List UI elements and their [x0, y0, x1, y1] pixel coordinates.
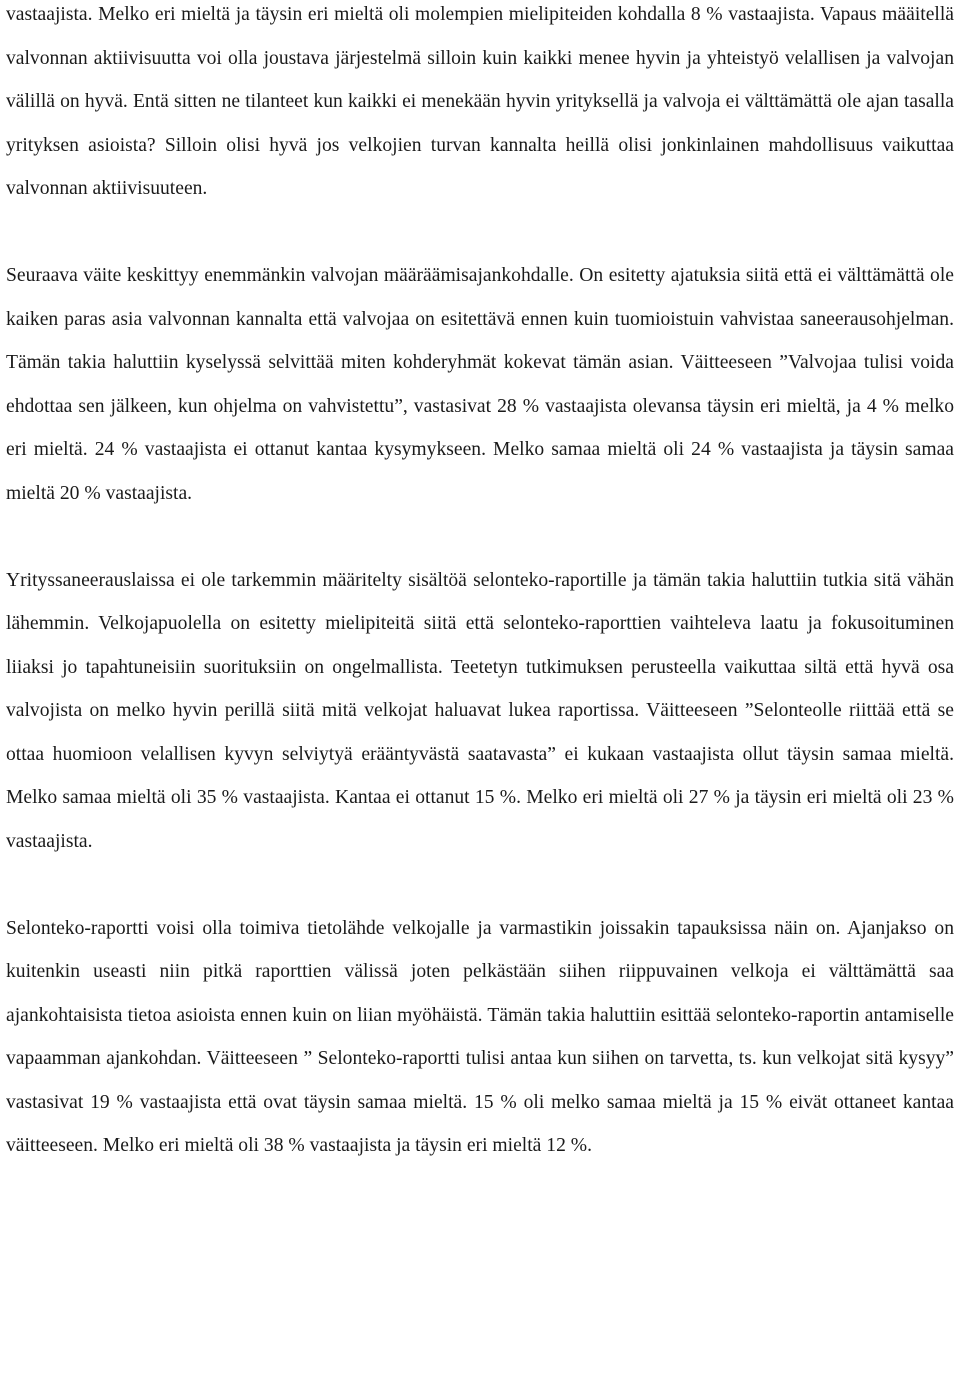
document-page	[6, 0, 954, 1168]
paragraph-gap	[6, 515, 954, 559]
paragraph-gap	[6, 211, 954, 255]
paragraph-4: Selonteko-raportti voisi olla toimiva tietolähde velkojalle ja varmastikin joissakin tapauksissa näin on. Ajanjakso on kuitenkin useasti niin pitkä raporttien välissä joten pelkästään siihen riippuvainen velkoja ei välttämättä saa ajankohtaisista tietoa asioista ennen kuin on liian myöhäistä. Tämän takia haluttiin esittää selonteko-raportin antamiselle vapaamman ajankohdan. Väitteeseen ” Selonteko-raportti tulisi antaa kun siihen on tarvetta, ts. kun velkojat sitä kysyy” vastasivat 19 % vastaajista että ovat täysin samaa mieltä. 15 % oli melko samaa mieltä ja 15 % eivät ottaneet kantaa väitteeseen. Melko eri mieltä oli 38 % vastaajista ja täysin eri mieltä 12 %.	[6, 917, 954, 1156]
paragraph-1: vastaajista. Melko eri mieltä ja täysin eri mieltä oli molempien mielipiteiden kohdalla 8 % vastaajista. Vapaus määitellä valvonnan aktiivisuutta voi olla joustava järjestelmä silloin kuin kaikki menee hyvin ja yhteistyö velallisen ja valvojan välillä on hyvä. Entä sitten ne tilanteet kun kaikki ei menekään hyvin yrityksellä ja valvoja ei välttämättä ole ajan tasalla yrityksen asioista? Silloin olisi hyvä jos velkojien turvan kannalta heillä olisi jonkinlainen mahdollisuus vaikuttaa valvonnan aktiivisuuteen.	[6, 4, 954, 199]
paragraph-3: Yrityssaneerauslaissa ei ole tarkemmin määritelty sisältöä selonteko-raportille ja tämän takia haluttiin tutkia sitä vähän lähemmin. Velkojapuolella on esitetty mielipiteitä siitä että selonteko-raporttien vaihteleva laatu ja fokusoituminen liiaksi jo tapahtuneisiin suorituksiin on ongelmallista. Teetetyn tutkimuksen perusteella vaikuttaa siltä että hyvä osa valvojista on melko hyvin perillä siitä mitä velkojat haluavat lukea raportissa. Väitteeseen ”Selonteolle riittää että se ottaa huomioon velallisen kyvyn selviytyä erääntyvästä saatavasta” ei kukaan vastaajista ollut täysin samaa mieltä. Melko samaa mieltä oli 35 % vastaajista. Kantaa ei ottanut 15 %. Melko eri mieltä oli 27 % ja täysin eri mieltä oli 23 % vastaajista.	[6, 569, 954, 852]
paragraph-2: Seuraava väite keskittyy enemmänkin valvojan määräämisajankohdalle. On esitetty ajatuksia siitä että ei välttämättä ole kaiken paras asia valvonnan kannalta että valvojaa on esitettävä ennen kuin tuomioistuin vahvistaa saneerausohjelman. Tämän takia haluttiin kyselyssä selvittää miten kohderyhmät kokevat tämän asian. Väitteeseen ”Valvojaa tulisi voida ehdottaa sen jälkeen, kun ohjelma on vahvistettu”, vastasivat 28 % vastaajista olevansa täysin eri mieltä, ja 4 % melko eri mieltä. 24 % vastaajista ei ottanut kantaa kysymykseen. Melko samaa mieltä oli 24 % vastaajista ja täysin samaa mieltä 20 % vastaajista.	[6, 265, 954, 504]
paragraph-gap	[6, 863, 954, 907]
